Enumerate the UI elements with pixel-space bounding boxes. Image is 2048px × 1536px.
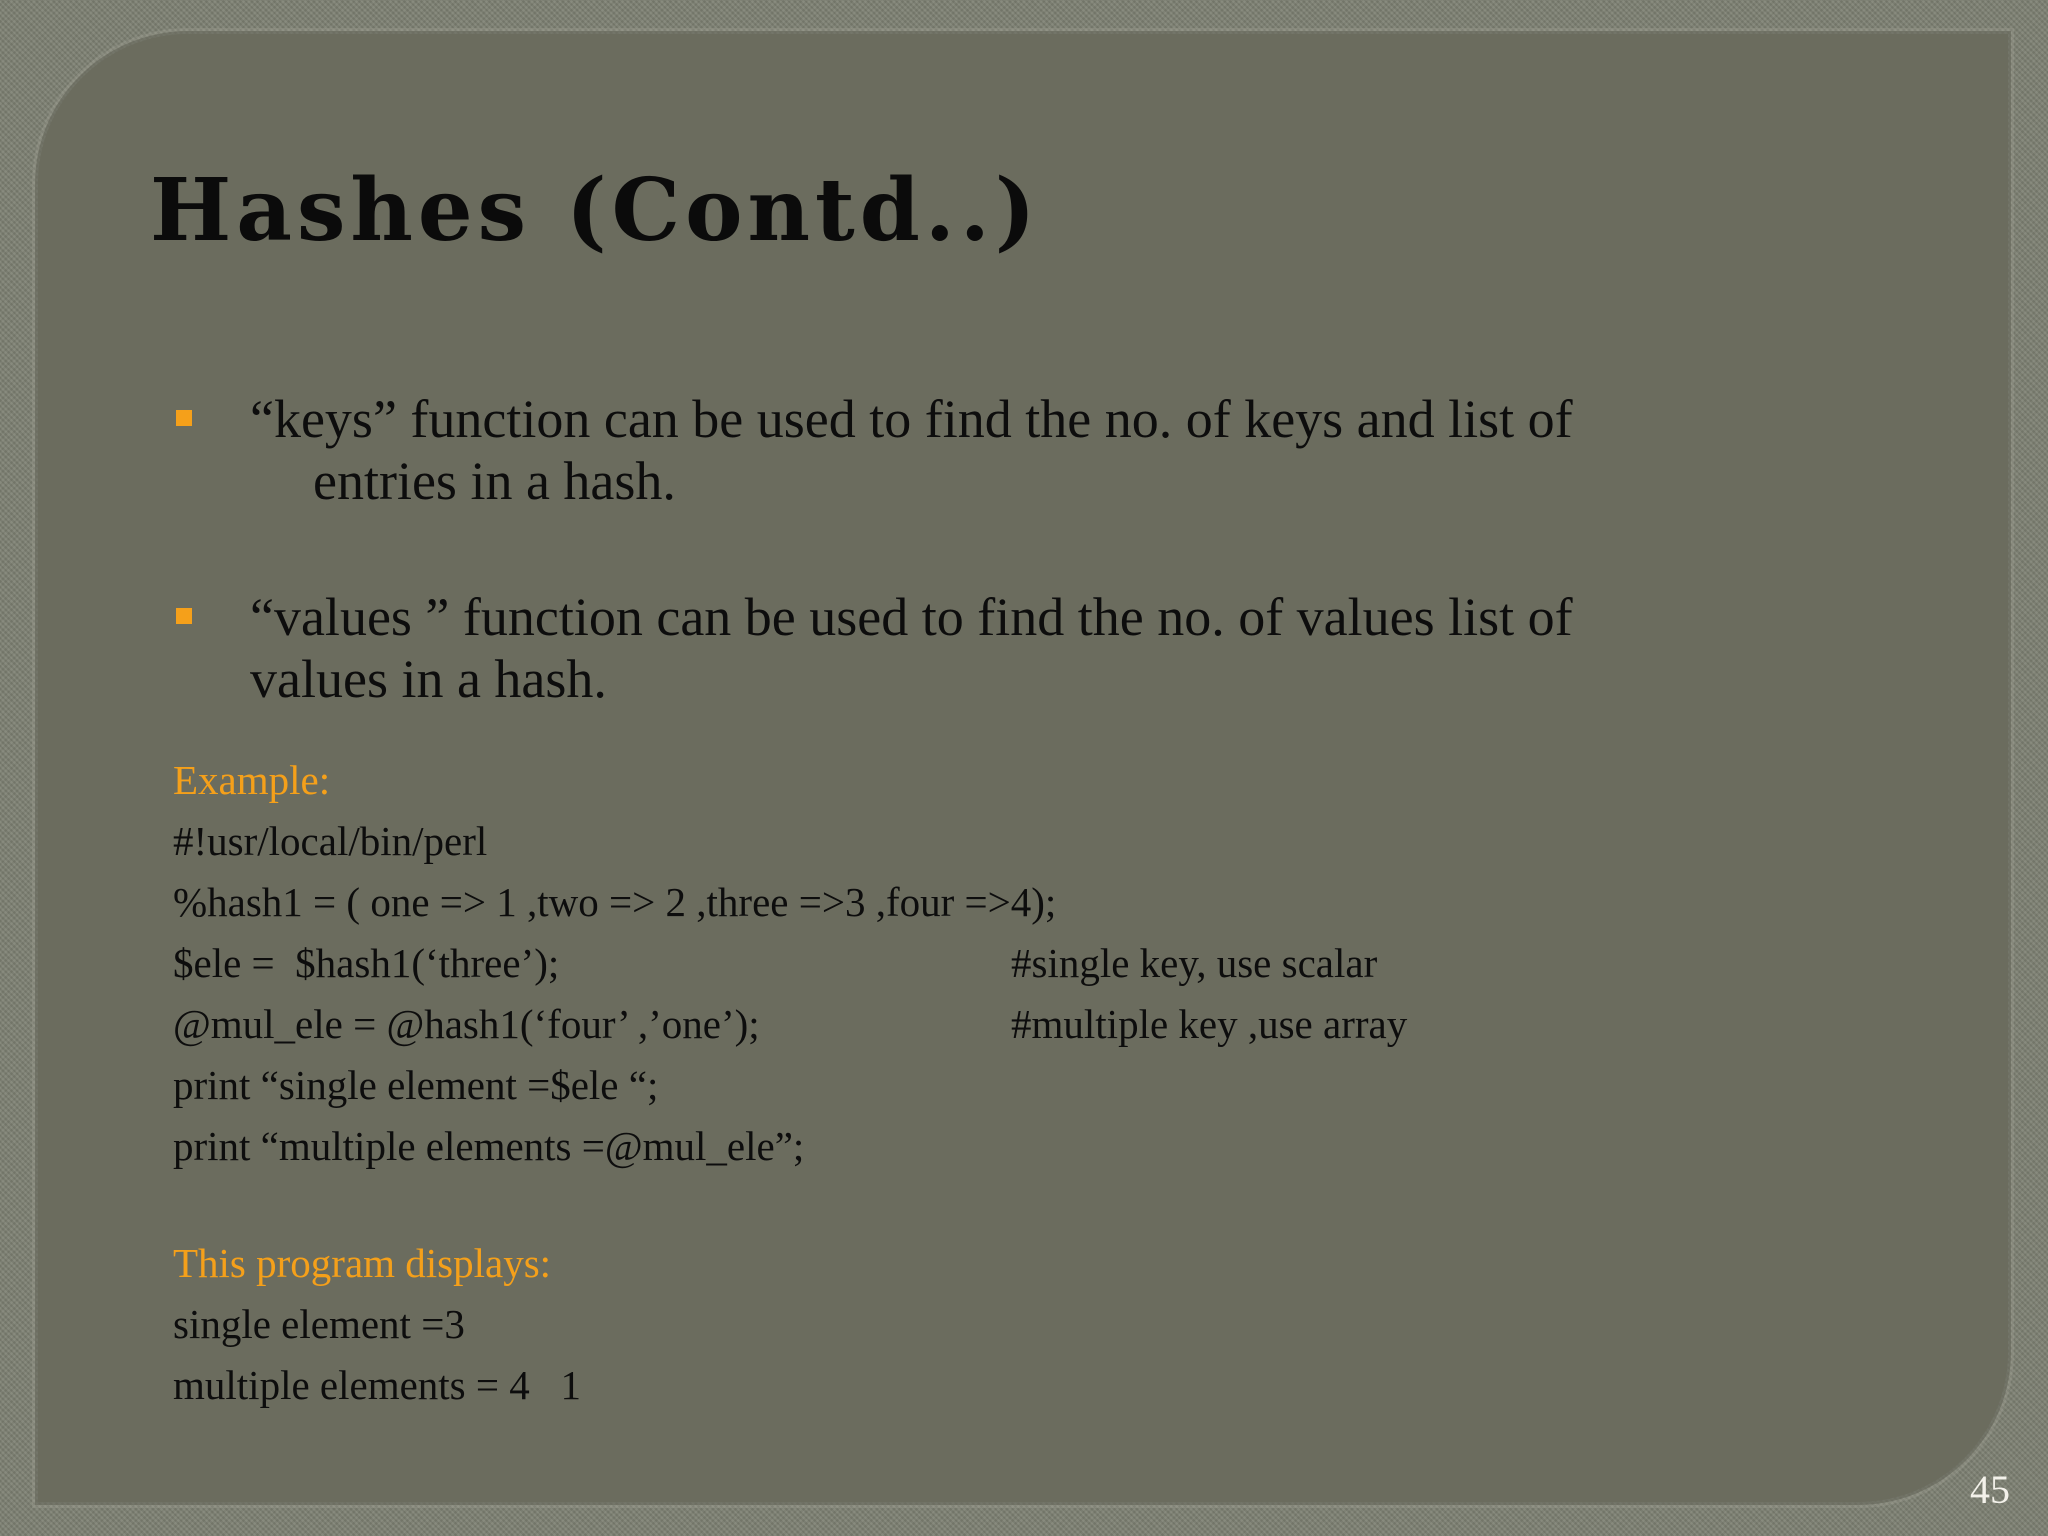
code-comment: #multiple key ,use array [1011,1001,1408,1047]
code-line [173,933,1773,994]
bullet-item-values [176,586,1876,710]
bullet-line: values in a hash. [250,649,607,709]
square-bullet-icon [176,410,192,426]
code-line [173,1055,1773,1116]
bullet-line: entries in a hash. [313,451,676,511]
code-text: #!usr/local/bin/perl [173,818,488,864]
example-heading: Example: [173,757,331,803]
output-line: single element =3 [173,1301,465,1347]
code-line [173,811,1773,872]
output-line: multiple elements = 4 1 [173,1362,581,1408]
code-text: $ele = $hash1(‘three’); [173,940,560,986]
square-bullet-icon [176,608,192,624]
slide-title: Hashes (Contd..) [150,160,1041,261]
code-text: @mul_ele = @hash1(‘four’ ,’one’); [173,1001,760,1047]
code-text: %hash1 = ( one => 1 ,two => 2 ,three =>3 ,four =>4); [173,879,1057,925]
bullet-line: “keys” function can be used to find the no. of keys and list of [250,389,1573,449]
bullet-text [250,388,1876,512]
page-number: 45 [1970,1467,2010,1512]
code-line [173,1116,1773,1177]
code-comment: #single key, use scalar [1011,940,1378,986]
example-code-block [173,750,1773,1177]
code-line [173,994,1773,1055]
bullet-item-keys [176,388,1876,512]
code-text: print “multiple elements =@mul_ele”; [173,1123,805,1169]
output-heading: This program displays: [173,1240,552,1286]
code-text: print “single element =$ele “; [173,1062,659,1108]
program-output-block [173,1233,1773,1416]
bullet-text [250,586,1876,710]
code-line [173,872,1773,933]
bullet-line: “values ” function can be used to find the no. of values list of [250,587,1573,647]
